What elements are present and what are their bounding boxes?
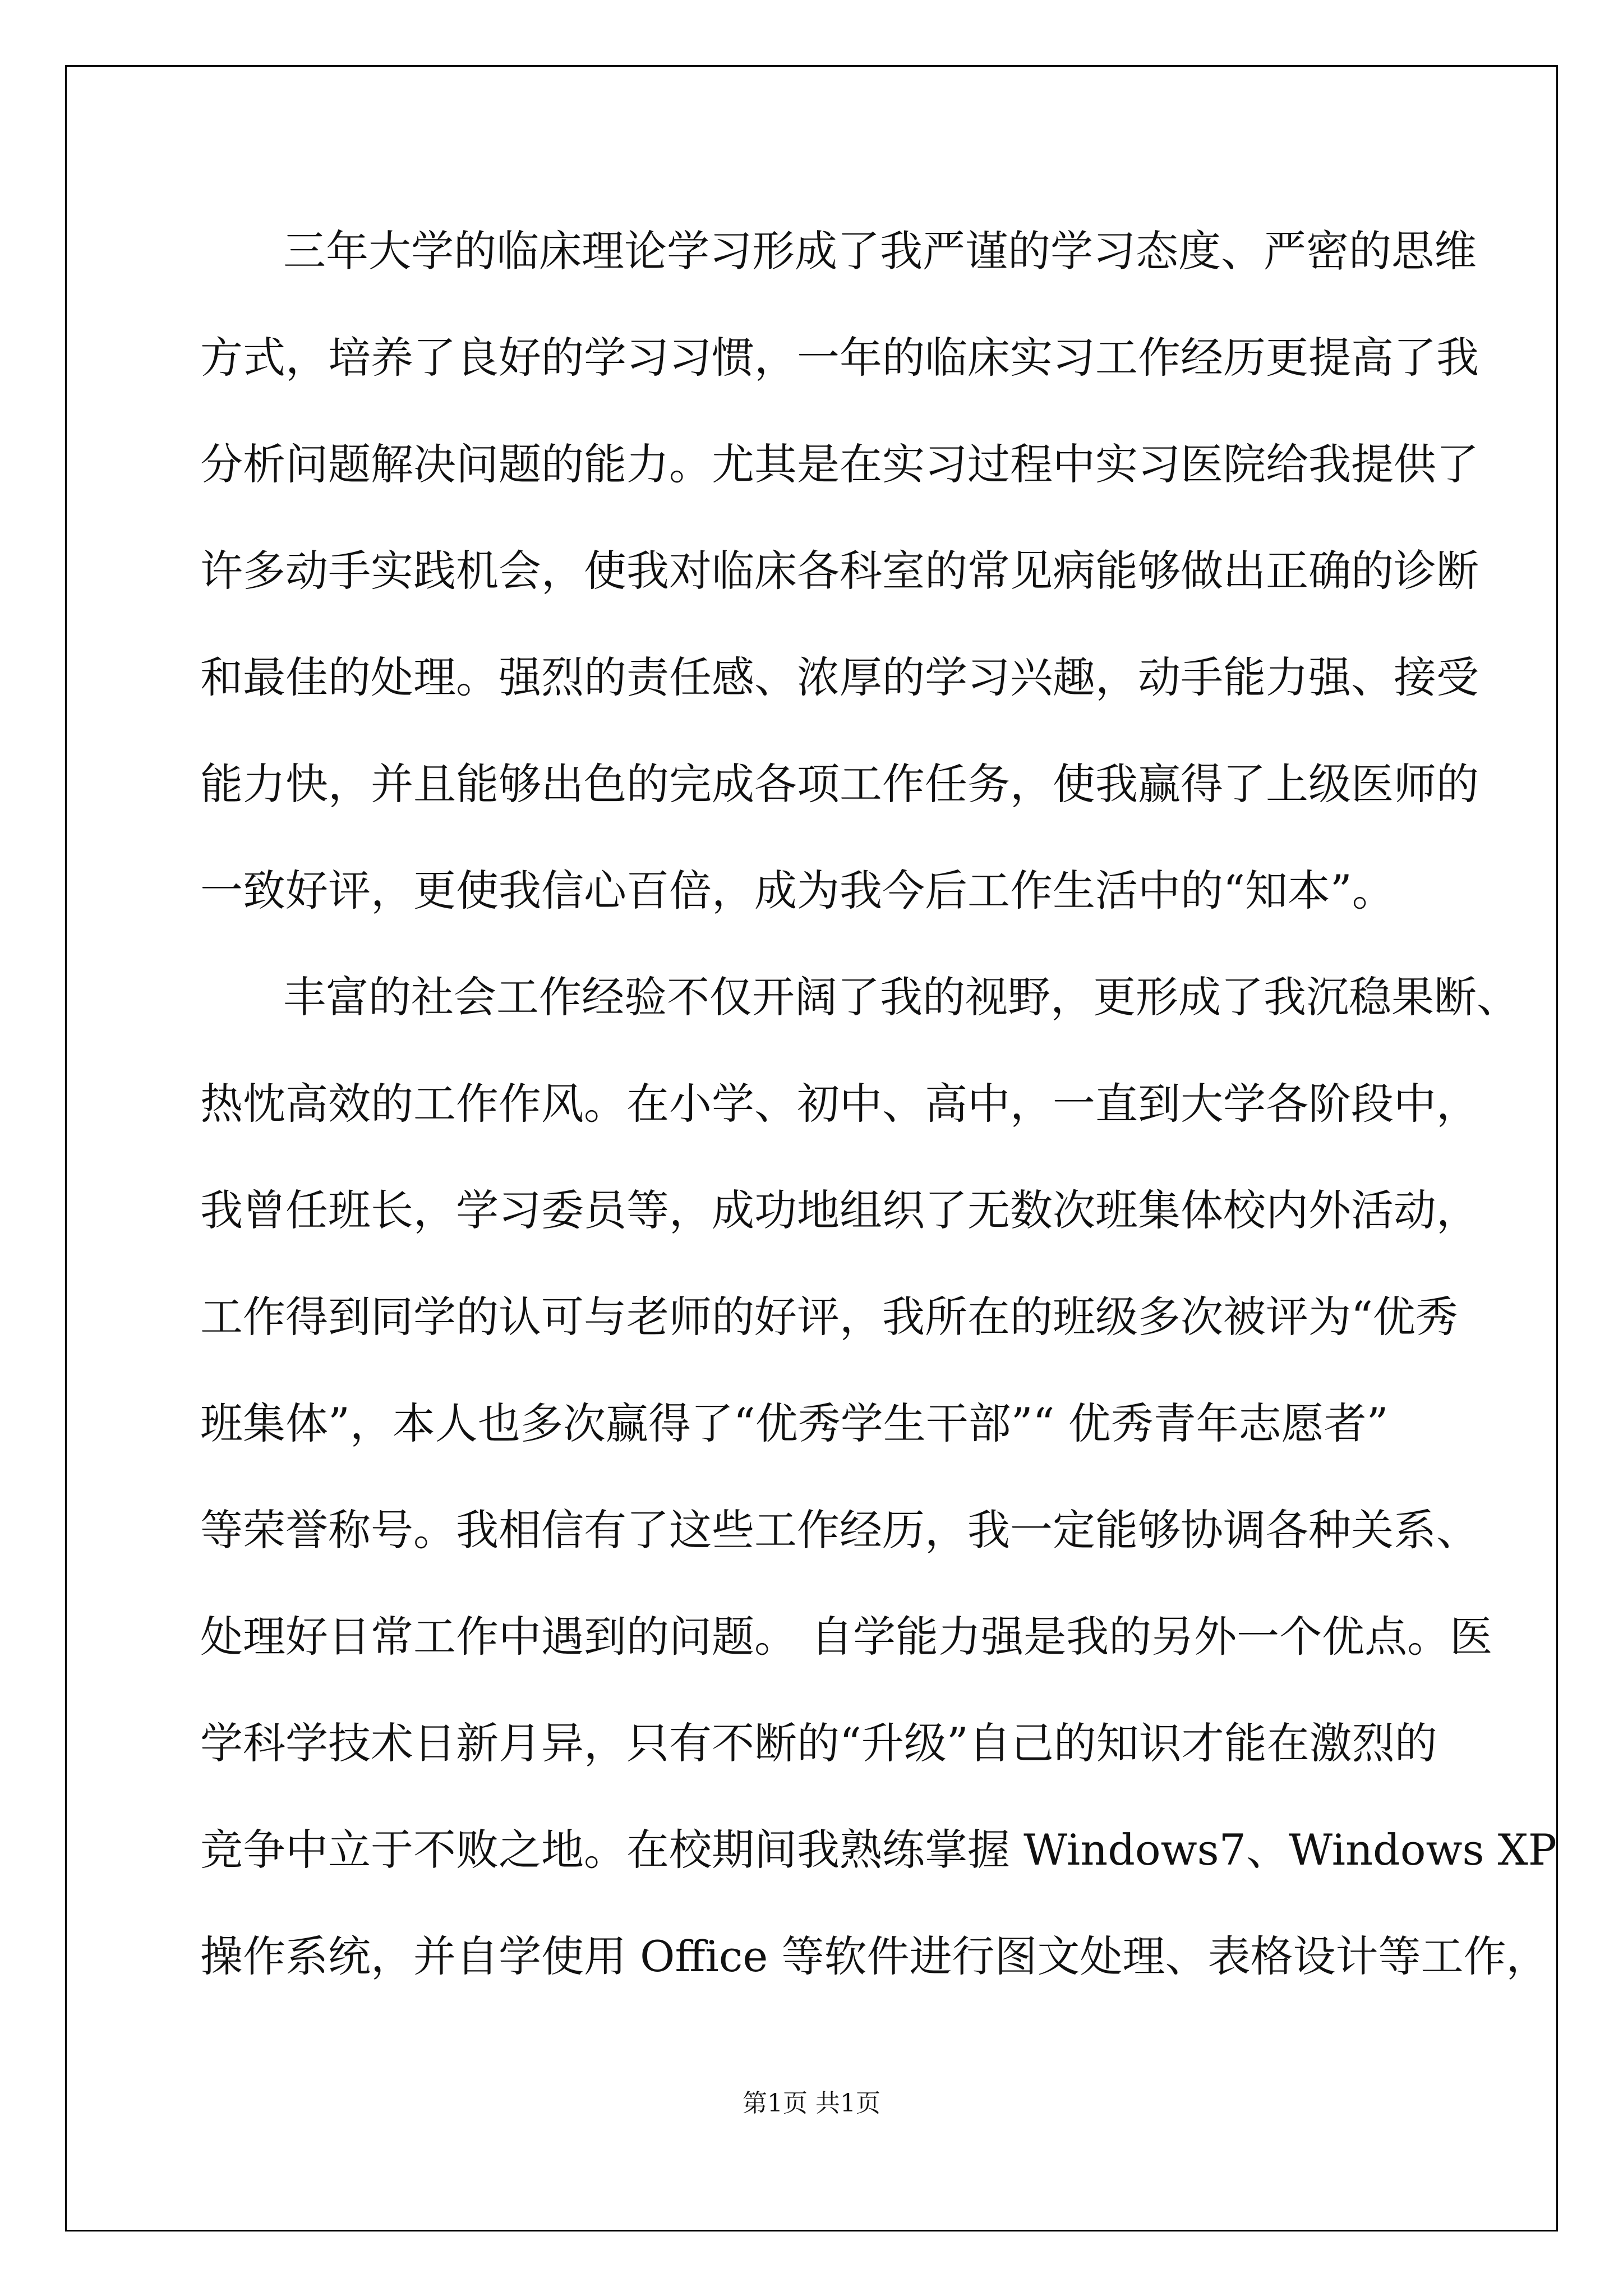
paragraph-1-line-5: 和最佳的处理。强烈的责任感、浓厚的学习兴趣，动手能力强、接受 [200, 652, 1479, 702]
paragraph-2-line-7: 处理好日常工作中遇到的问题。 自学能力强是我的另外一个优点。医 [200, 1612, 1493, 1662]
paragraph-2-line-4: 工作得到同学的认可与老师的好评，我所在的班级多次被评为“优秀 [200, 1292, 1458, 1342]
paragraph-2-line-6: 等荣誉称号。我相信有了这些工作经历，我一定能够协调各种关系、 [200, 1505, 1479, 1555]
page-border [65, 65, 1558, 2231]
paragraph-2-line-2: 热忱高效的工作作风。在小学、初中、高中，一直到大学各阶段中， [200, 1079, 1479, 1129]
paragraph-2-line-1: 丰富的社会工作经验不仅开阔了我的视野，更形成了我沉稳果断、 [283, 972, 1519, 1022]
paragraph-1-line-3: 分析问题解决问题的能力。尤其是在实习过程中实习医院给我提供了 [200, 439, 1479, 489]
paragraph-2-line-3: 我曾任班长，学习委员等，成功地组织了无数次班集体校内外活动， [200, 1185, 1479, 1235]
page-footer: 第1页 共1页 [743, 2089, 880, 2118]
paragraph-1-line-2: 方式，培养了良好的学习习惯，一年的临床实习工作经历更提高了我 [200, 333, 1479, 383]
paragraph-2-line-5: 班集体”，本人也多次赢得了“优秀学生干部”“ 优秀青年志愿者” [200, 1398, 1389, 1448]
paragraph-2-line-10: 操作系统，并自学使用 Office 等软件进行图文处理、表格设计等工作， [200, 1931, 1549, 1981]
paragraph-1-line-4: 许多动手实践机会，使我对临床各科室的常见病能够做出正确的诊断 [200, 546, 1479, 596]
paragraph-1-line-7: 一致好评，更使我信心百倍，成为我今后工作生活中的“知本”。 [200, 866, 1395, 915]
paragraph-2-line-9: 竞争中立于不败之地。在校期间我熟练掌握 Windows7、Windows XP [200, 1825, 1557, 1875]
paragraph-1-line-6: 能力快，并且能够出色的完成各项工作任务，使我赢得了上级医师的 [200, 759, 1479, 809]
paragraph-2-line-8: 学科学技术日新月异，只有不断的“升级”自己的知识才能在激烈的 [200, 1718, 1437, 1768]
paragraph-1-line-1: 三年大学的临床理论学习形成了我严谨的学习态度、严密的思维 [283, 226, 1477, 276]
